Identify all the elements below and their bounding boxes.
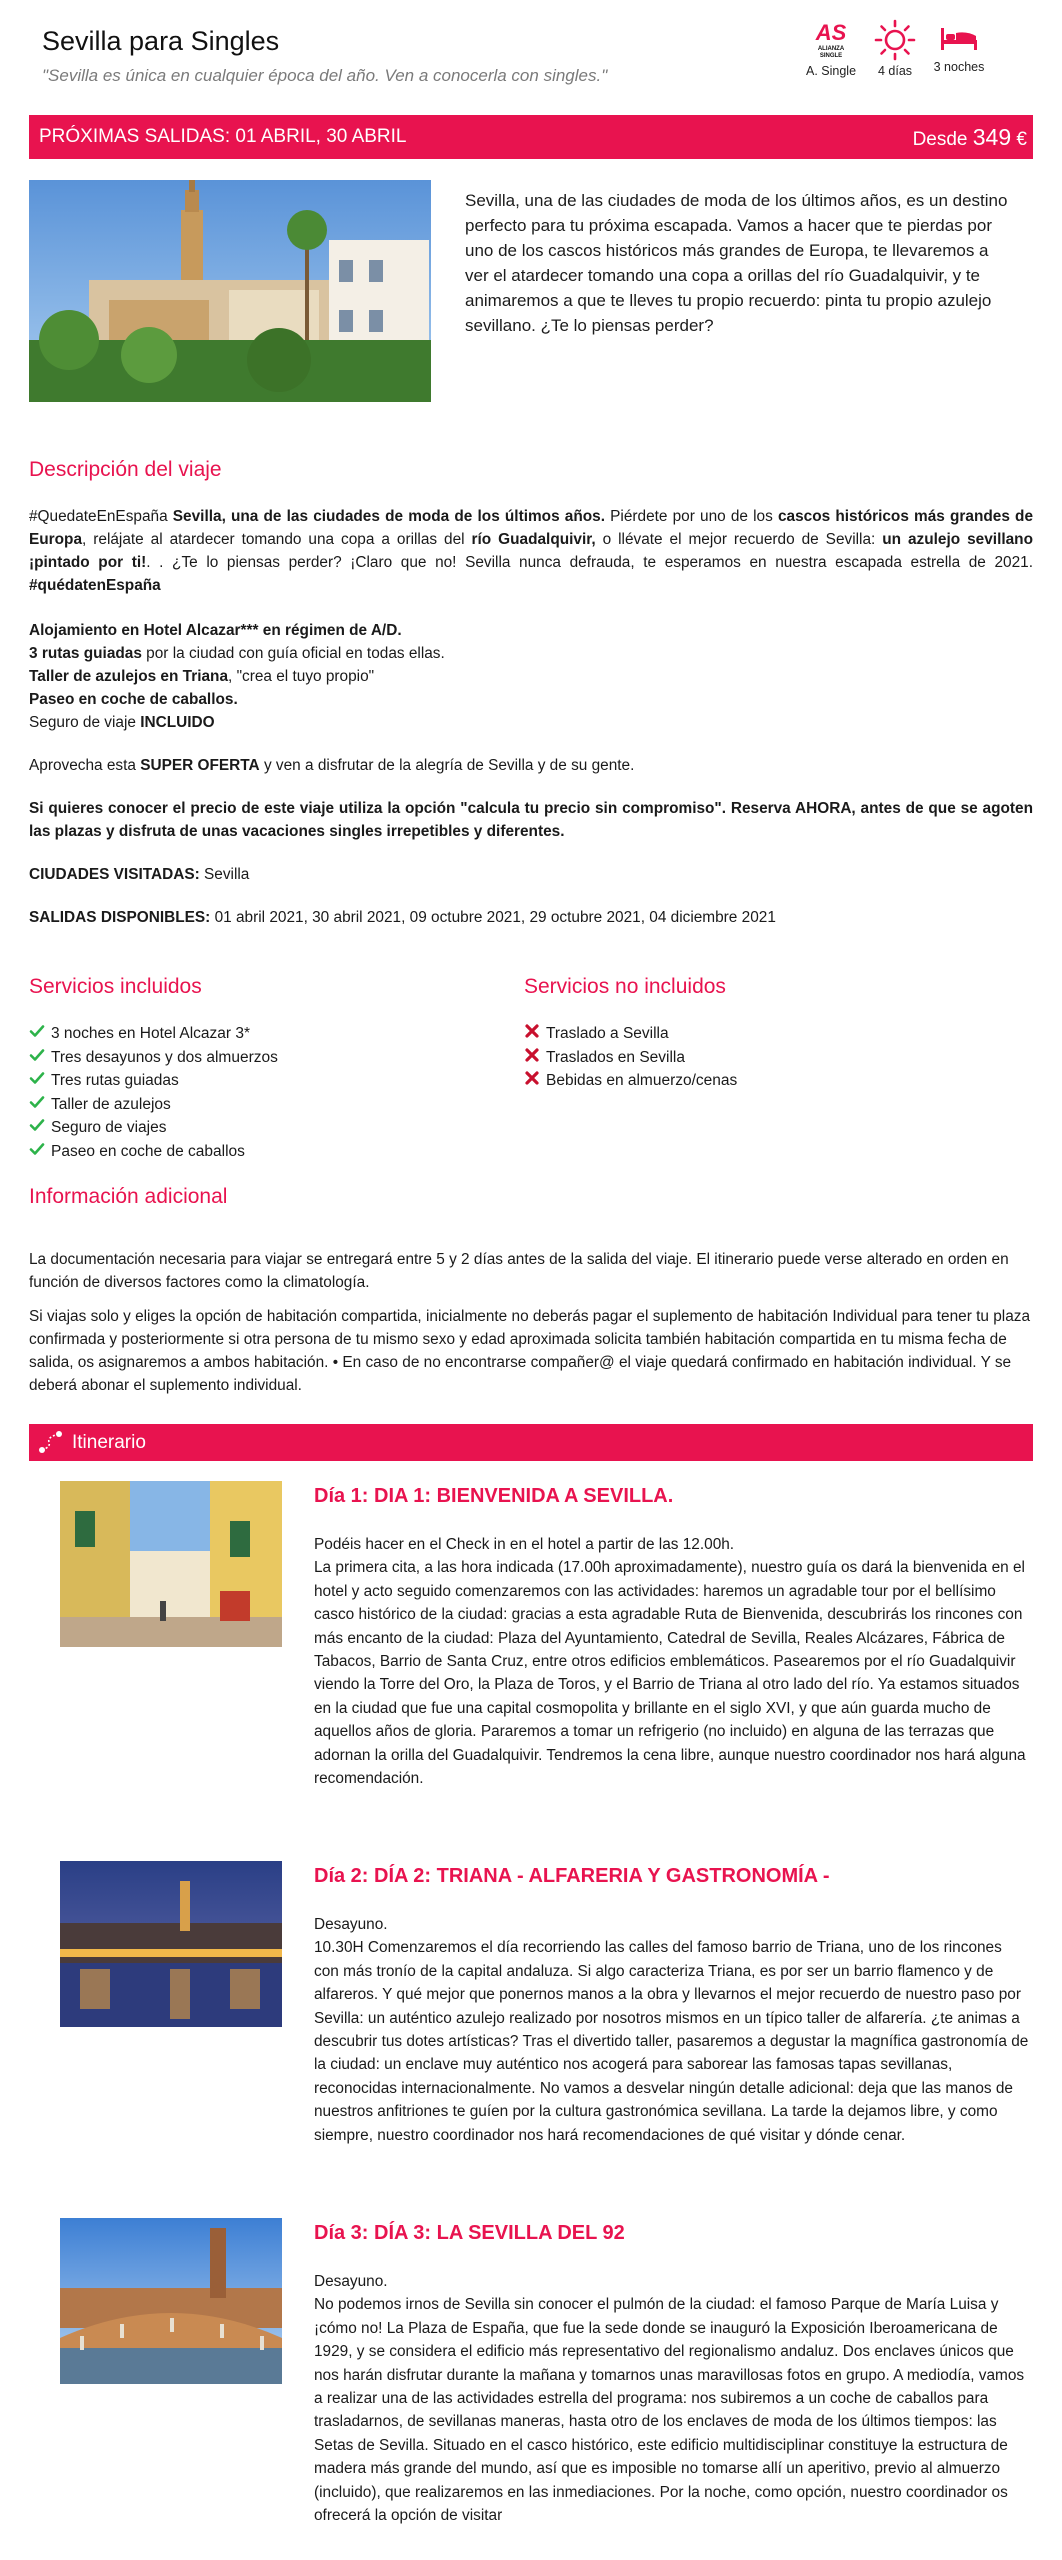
included-list — [29, 1022, 278, 1163]
bold-text: río Guadalquivir, — [471, 531, 596, 548]
description-body — [29, 505, 1033, 929]
highlight-line — [29, 619, 1033, 642]
excluded-item-label: Traslados en Sevilla — [546, 1048, 685, 1066]
day-1-line-2: La primera cita, a las hora indicada (17.00h aproximadamente), nuestro guía os dará la bienvenida en el hotel y acto seguido comenzaremos con las actividades: haremos un agradable tour por el bellísimo casco histórico de la ciudad: gracias a esta agradable Ruta de Bienvenida, descubrirás los rincones con más encanto de la ciudad: Plaza del Ayuntamiento, Catedral de Sevilla, Reales Alcázares, Fábrica de Tabacos, Barrio de Santa Cruz, entre otros edificios emblemáticos. Pasearemos por el río Guadalquivir viendo la Torre del Oro, la Plaza de Toros, y el Barrio de Triana al otro lado del río. Ya estamos situados en la ciudad que fue una capital cosmopolita y brillante en el siglo XVI, y que aún guarda mucho de aquellos años de gloria. Pararemos a tomar un refrigerio (no incluido) en alguna de las terrazas que adornan la orilla del Guadalquivir. Tendremos la cena libre, aunque nuestro coordinador nos hará alguna recomendación. — [314, 1559, 1026, 1788]
day-3-photo — [60, 2218, 282, 2384]
excluded-item-label: Traslado a Sevilla — [546, 1025, 669, 1042]
itinerary-bar — [29, 1424, 1033, 1461]
price-value: 349 — [972, 124, 1012, 150]
day-2-text — [314, 1913, 1029, 2147]
included-item-label: 3 noches en Hotel Alcazar 3* — [51, 1025, 251, 1042]
description-paragraph — [29, 505, 1033, 597]
day-2-title: Día 2: DÍA 2: TRIANA - ALFARERIA Y GASTRONOMÍA - — [314, 1865, 830, 1887]
day-1-photo — [60, 1481, 282, 1647]
day-3-title: Día 3: DÍA 3: LA SEVILLA DEL 92 — [314, 2222, 625, 2244]
bold-text: Taller de azulejos en Triana — [29, 668, 229, 685]
text: , "crea el tuyo propio" — [228, 668, 375, 685]
description-highlights — [29, 619, 1033, 734]
bed-icon — [937, 18, 981, 58]
text: Aprovecha esta — [29, 757, 141, 774]
description-heading: Descripción del viaje — [29, 458, 222, 481]
text: por la ciudad con guía oficial en todas ellas. — [141, 645, 445, 662]
check-icon — [29, 1047, 45, 1063]
check-icon — [29, 1141, 45, 1157]
itinerary-heading: Itinerario — [72, 1432, 146, 1453]
bold-text: Alojamiento en Hotel Alcazar*** en régimen de A/D. — [29, 622, 402, 639]
bold-text: cascos históricos más grandes de Europa — [29, 508, 1033, 548]
price-label — [913, 124, 1027, 151]
page-subtitle: "Sevilla es única en cualquier época del año. Ven a conocerla con singles." — [42, 66, 608, 85]
page-title: Sevilla para Singles — [42, 26, 280, 56]
check-icon — [29, 1070, 45, 1086]
cross-icon — [524, 1047, 540, 1063]
departures-text: PRÓXIMAS SALIDAS: 01 ABRIL, 30 ABRIL — [39, 126, 407, 147]
day-3-text — [314, 2270, 1029, 2527]
check-icon — [29, 1094, 45, 1110]
price-currency: € — [1016, 129, 1027, 150]
booking-paragraph — [29, 797, 1033, 843]
departures-bar — [29, 115, 1033, 159]
duration-nights-badge — [919, 18, 999, 74]
included-item — [29, 1093, 278, 1117]
included-item-label: Tres desayunos y dos almuerzos — [51, 1048, 278, 1066]
excluded-item — [524, 1069, 737, 1093]
bold-text: Si quieres conocer el precio de este viaje utiliza la opción "calcula tu precio sin compromiso". Reserva AHORA, antes de que se agoten las plazas y disfruta de unas vacaciones singles irrepetibles y diferentes. — [29, 800, 1033, 840]
days-label: 4 días — [877, 64, 913, 78]
day-3-line-2: No podemos irnos de Sevilla sin conocer el pulmón de la ciudad: el famoso Parque de María Luisa y ¡cómo no! La Plaza de España, que fue la sede donde se inauguró la Exposición Iberoamericana de 1929, y se considera el edificio más representativo del regionalismo andaluz. Dos enclaves únicos que nos harán disfrutar durante la mañana y tomarnos unas maravillosas fotos en grupo. A mediodía, vamos a realizar una de las actividades estrella del programa: nos subiremos a un coche de caballos para trasladarnos, de sevillanas maneras, hasta otro de los enclaves de moda de los últimos tiempos: las Setas de Sevilla. Situado en el casco histórico, este edificio multidisciplinar constituye la estructura de madera más grande del mundo, así que es imposible no tomarse allí un aperitivo, previo al almuerzo (incluido), que realizaremos en las inmediaciones. Por la noche, como opción, nuestro coordinador os ofrecerá la opción de visitar — [314, 2296, 1025, 2525]
bold-text: Paseo en coche de caballos. — [29, 691, 238, 708]
text: Seguro de viaje — [29, 714, 141, 731]
highlight-line — [29, 642, 1033, 665]
bold-text: SUPER OFERTA — [140, 757, 260, 774]
text: Sevilla — [199, 866, 250, 883]
svg-text:ALIANZA: ALIANZA — [817, 46, 845, 52]
included-item — [29, 1022, 278, 1046]
intro-text: Sevilla, una de las ciudades de moda de los últimos años, es un destino perfecto para tu próxima escapada. Vamos a hacer que te pierdas por uno de los cascos históricos más grandes de Europa, te llevaremos a ver el atardecer tomando una copa a orillas del río Guadalquivir, y te animaremos a que te lleves tu propio recuerdo: pinta tu propio azulejo sevillano. ¿Te lo piensas perder? — [465, 191, 1008, 335]
included-item — [29, 1140, 278, 1164]
included-item-label: Paseo en coche de caballos — [51, 1142, 245, 1160]
price-prefix: Desde — [912, 129, 968, 150]
bold-text: SALIDAS DISPONIBLES: — [29, 909, 211, 926]
bold-text: CIUDADES VISITADAS: — [29, 866, 200, 883]
included-item — [29, 1116, 278, 1140]
day-1-line-1: Podéis hacer en el Check in en el hotel a partir de las 12.00h. — [314, 1536, 735, 1553]
included-item — [29, 1046, 278, 1070]
visited-cities — [29, 863, 1033, 886]
additional-paragraph-2: Si viajas solo y eliges la opción de habitación compartida, inicialmente no deberás pagar el suplemento de habitación Individual para tener tu plaza confirmada y posteriormente si otra persona de tu mismo sexo y edad aproximada solicita también habitación compartida en tu misma fecha de salida, os asignaremos a ambos habitación. • En caso de no encontrarse compañer@ el viaje quedará confirmado en habitación individual. Y se deberá abonar el suplemento individual. — [29, 1308, 1031, 1394]
excluded-heading: Servicios no incluidos — [524, 975, 726, 998]
svg-text:SINGLE: SINGLE — [819, 53, 843, 59]
alianza-single-logo — [811, 18, 851, 62]
additional-body — [29, 1248, 1033, 1397]
additional-paragraph-1: La documentación necesaria para viajar se entregará entre 5 y 2 días antes de la salida del viaje. El itinerario puede verse alterado en orden en función de diversos factores como la climatología. — [29, 1251, 1009, 1291]
bold-text: Sevilla, una de las ciudades de moda de los últimos años. — [172, 508, 605, 525]
included-item-label: Taller de azulejos — [51, 1095, 171, 1113]
day-3-line-1: Desayuno. — [314, 2273, 388, 2290]
highlight-line — [29, 688, 1033, 711]
included-heading: Servicios incluidos — [29, 975, 202, 998]
bold-text: 3 rutas guiadas — [29, 645, 142, 662]
text: Piérdete por uno de los — [604, 508, 778, 525]
excluded-list — [524, 1022, 737, 1093]
cross-icon — [524, 1023, 540, 1039]
offer-paragraph — [29, 754, 1033, 777]
nights-label: 3 noches — [933, 60, 985, 74]
day-2-photo — [60, 1861, 282, 2027]
text: y ven a disfrutar de la alegría de Sevilla y de su gente. — [259, 757, 635, 774]
day-2-line-2: 10.30H Comenzaremos el día recorriendo las calles del famoso barrio de Triana, uno de los rincones con más tronío de la capital andaluza. Si algo caracteriza Triana, es por ser un barrio flamenco y de alfareros. Y qué mejor que ponernos manos a la obra y llevarnos el mejor recuerdo de nuestro paso por Sevilla: un auténtico azulejo realizado por nosotros mismos en un típico taller de alfarería. ¿te animas a descubrir tus dotes artísticas? Tras el divertido taller, pasaremos a degustar la magnífica gastronomía de la ciudad: un enclave muy auténtico nos acogerá para saborear las famosas tapas sevillanas, reconocidas internacionalmente. No vamos a desvelar ningún detalle adicional: deja que las manos de nuestros anfitriones te guíen por la cultura gastronómica sevillana. La tarde la dejamos libre, y como siempre, nuestro coordinador nos hará recomendaciones de qué visitar y dónde cenar. — [314, 1939, 1029, 2144]
included-item — [29, 1069, 278, 1093]
bold-text: INCLUIDO — [140, 714, 215, 731]
included-item-label: Tres rutas guiadas — [51, 1072, 179, 1089]
check-icon — [29, 1023, 45, 1039]
included-item-label: Seguro de viajes — [51, 1119, 167, 1136]
check-icon — [29, 1117, 45, 1133]
available-departures — [29, 906, 1033, 929]
day-2-line-1: Desayuno. — [314, 1916, 388, 1933]
highlight-line — [29, 711, 1033, 734]
text: o llévate el mejor recuerdo de Sevilla: — [595, 531, 883, 548]
day-1-text — [314, 1533, 1029, 1790]
additional-heading: Información adicional — [29, 1185, 228, 1208]
alianza-single-label: A. Single — [805, 64, 857, 78]
route-icon — [37, 1429, 65, 1455]
excluded-item — [524, 1046, 737, 1070]
text: 01 abril 2021, 30 abril 2021, 09 octubre 2021, 29 octubre 2021, 04 diciembre 2021 — [210, 909, 776, 926]
highlight-line — [29, 665, 1033, 688]
logo-mark: AS — [815, 20, 847, 45]
excluded-item-label: Bebidas en almuerzo/cenas — [546, 1072, 738, 1089]
bold-text: #quédatenEspaña — [29, 577, 161, 594]
text: , relájate al atardecer tomando una copa a orillas del — [82, 531, 472, 548]
sun-icon — [873, 18, 917, 62]
bold-text: un azulejo sevillano ¡pintado por ti! — [29, 531, 1033, 571]
day-1-title: Día 1: DIA 1: BIENVENIDA A SEVILLA. — [314, 1485, 674, 1507]
excluded-item — [524, 1022, 737, 1046]
header — [0, 0, 1062, 110]
seville-skyline-photo — [29, 180, 431, 402]
text: . . ¿Te lo piensas perder? ¡Claro que no! Sevilla nunca defrauda, te esperamos en nuestra escapada estrella de 2021. — [146, 554, 1033, 571]
cross-icon — [524, 1070, 540, 1086]
text: #QuedateEnEspaña — [29, 508, 173, 525]
